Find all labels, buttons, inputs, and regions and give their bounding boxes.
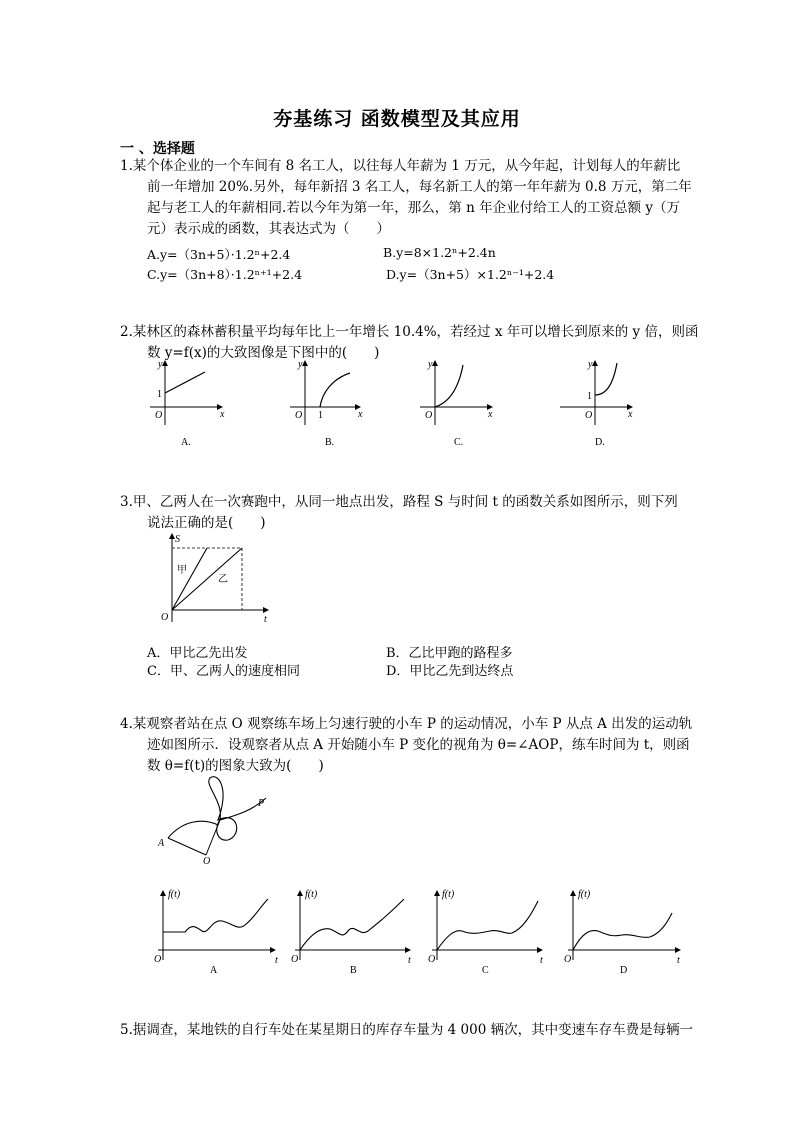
q4-line1: 4.某观察者站在点 O 观察练车场上匀速行驶的小车 P 的运动情况，小车 P 从点 A 出发的运动轨 [120, 716, 693, 732]
q4-graph-c [428, 889, 543, 976]
q2d-x-label: x [628, 409, 633, 420]
q3-option-b: B．乙比甲跑的路程多 [386, 646, 513, 661]
q4-graph-b [291, 889, 411, 976]
q1-line2: 前一年增加 20%.另外，每年新招 3 名工人，每名新工人的第一年年薪为 0.8 万元，第二年 [147, 179, 692, 195]
q4a-caption: A [210, 965, 218, 976]
q4c-t-label: t [540, 955, 543, 966]
q3-yi-label: 乙 [218, 574, 228, 585]
question-5 [120, 1020, 693, 1041]
q4-point-o: O [203, 856, 211, 865]
q3-s-label: S [175, 534, 180, 545]
q4b-origin: O [291, 954, 299, 965]
q1-option-b: B.y=8×1.2ⁿ+2.4n [383, 245, 496, 260]
q2-line1: 2.某林区的森林蓄积量平均每年比上一年增长 10.4%，若经过 x 年可以增长到原来的 y 倍，则函 [120, 324, 699, 340]
section-heading: 一 、选择题 [120, 141, 195, 157]
q2b-caption: B. [325, 437, 335, 448]
q2d-one: 1 [587, 391, 592, 402]
q4b-t-label: t [408, 955, 411, 966]
q3-line1: 3.甲、乙两人在一次赛跑中，从同一地点出发，路程 S 与时间 t 的函数关系如图所示，则下列 [120, 494, 678, 510]
q2d-caption: D. [595, 437, 605, 448]
question-4 [120, 714, 692, 777]
q4b-f-label: f(t) [305, 889, 318, 900]
q4-graph-d [564, 889, 680, 976]
page-title: 夯基练习 函数模型及其应用 [273, 108, 521, 130]
q2c-origin: O [425, 410, 433, 421]
q4-graph-a [154, 889, 278, 976]
q2d-origin: O [585, 410, 593, 421]
q4d-t-label: t [677, 955, 680, 966]
q2c-caption: C. [454, 437, 464, 448]
q2b-x-label: x [358, 409, 363, 420]
q2a-y-label: y [158, 359, 163, 370]
q2a-caption: A. [181, 437, 191, 448]
q4d-caption: D [620, 965, 628, 976]
q4-graphs [150, 885, 690, 980]
q4a-f-label: f(t) [168, 889, 181, 900]
q4c-f-label: f(t) [442, 889, 455, 900]
q3-jia-label: 甲 [177, 565, 187, 576]
q4-point-a: A [158, 838, 165, 849]
q3-option-d: D．甲比乙先到达终点 [386, 664, 514, 679]
q2-line2: 数 y=f(x)的大致图像是下图中的( ) [147, 345, 380, 361]
q5-line1: 5.据调查，某地铁的自行车处在某星期日的库存车量为 4 000 辆次，其中变速车存车费是每辆一 [120, 1022, 694, 1038]
q2-graph-b [290, 359, 363, 448]
q2-graph-a [150, 359, 225, 448]
q4-line3: 数 θ=f(t)的图象大致为( ) [147, 758, 324, 774]
q4b-caption: B [350, 965, 357, 976]
q1-option-c: C.y=（3n+8）·1.2ⁿ⁺¹+2.4 [147, 267, 303, 282]
q4d-origin: O [564, 954, 572, 965]
q4c-caption: C [482, 965, 489, 976]
q4-point-p: P [258, 798, 265, 809]
q3-line2: 说法正确的是( ) [147, 515, 266, 531]
q4-track-figure [148, 770, 278, 865]
q2b-origin: O [295, 410, 303, 421]
q2b-one: 1 [318, 410, 323, 421]
q2-graphs [140, 355, 720, 455]
q3-t-label: t [264, 614, 267, 625]
q3-option-a: A．甲比乙先出发 [147, 646, 248, 661]
q2a-x-label: x [220, 409, 225, 420]
question-1 [120, 156, 692, 240]
q3-graph [150, 530, 280, 630]
q4d-f-label: f(t) [578, 889, 591, 900]
q4a-t-label: t [275, 955, 278, 966]
q2a-origin: O [155, 410, 163, 421]
q1-option-d: D.y=（3n+5）×1.2ⁿ⁻¹+2.4 [386, 267, 555, 282]
q3-origin: O [161, 612, 169, 623]
question-3 [120, 492, 678, 534]
q2c-x-label: x [488, 409, 493, 420]
q4-line2: 迹如图所示．设观察者从点 A 开始随小车 P 变化的视角为 θ=∠AOP，练车时间为 t，则函 [147, 737, 690, 753]
q2a-one: 1 [157, 389, 162, 400]
q1-line4: 元）表示成的函数，其表达式为（ ） [147, 221, 390, 237]
q2-graph-c [420, 359, 493, 448]
q3-option-c: C．甲、乙两人的速度相同 [147, 664, 300, 679]
q4a-origin: O [154, 954, 162, 965]
q4c-origin: O [428, 954, 436, 965]
q1-line1: 1.某个体企业的一个车间有 8 名工人，以往每人年薪为 1 万元，从今年起，计划每人的年薪比 [120, 158, 681, 174]
q2c-y-label: y [428, 359, 433, 370]
q2d-y-label: y [588, 359, 593, 370]
q2b-y-label: y [298, 359, 303, 370]
q1-option-a: A.y=（3n+5）·1.2ⁿ+2.4 [147, 247, 291, 262]
q1-line3: 起与老工人的年薪相同.若以今年为第一年，那么，第 n 年企业付给工人的工资总额 y（万 [147, 200, 680, 216]
q2-graph-d [560, 359, 633, 448]
